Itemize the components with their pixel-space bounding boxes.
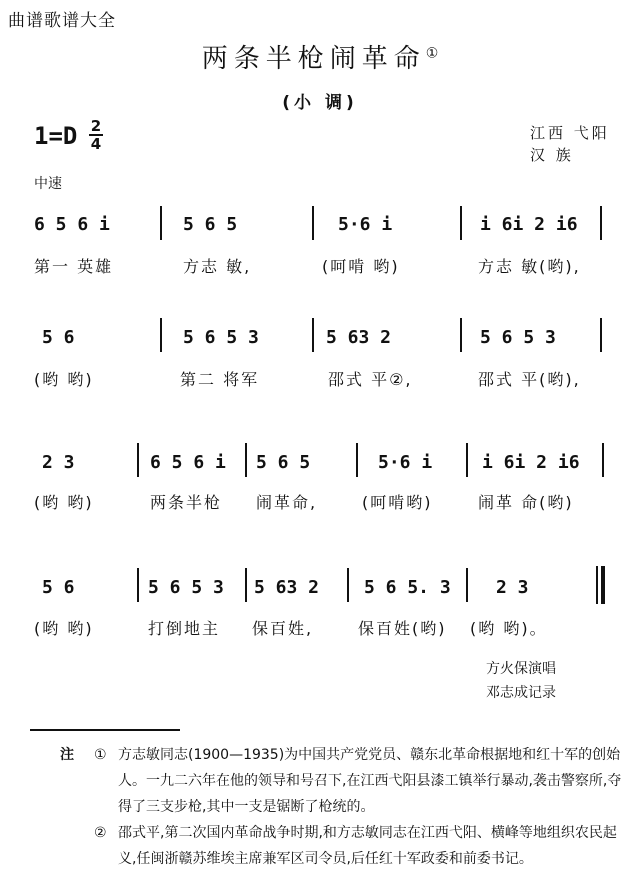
footnote-mark: ②: [94, 825, 107, 841]
lyric-segment: 打倒地主: [148, 619, 221, 638]
footnote-divider: [30, 729, 180, 731]
measure-notes: 5 6 5 3: [183, 327, 259, 348]
lyric-segment: (呵啃哟): [362, 493, 433, 512]
measure-notes: i 6i 2 i6: [480, 214, 578, 235]
lyric-segment: (呵啃 哟): [322, 257, 400, 276]
measure-notes: 5 6 5 3: [148, 577, 224, 598]
lyric-segment: 闹革命,: [256, 493, 318, 512]
footnote-text: 方志敏同志(1900—1935)为中国共产党党员、赣东北革命根据地和红十军的创始人。一九二六年在他的领导和号召下,在江西弋阳县漆工镇举行暴动,袭击警察所,夺得了三支步枪,其中一支是锯断了枪统的。: [118, 747, 622, 815]
lyric-segment: 邵式 平②,: [328, 370, 413, 389]
measure-notes: 6 5 6 i: [150, 452, 226, 473]
barline: [137, 443, 139, 477]
key-signature: 1=D: [34, 122, 78, 150]
title-footnote-mark: ①: [425, 45, 439, 62]
measure-notes: 5 63 2: [326, 327, 392, 348]
barline: [160, 206, 162, 240]
song-genre: (小 调): [282, 93, 358, 113]
time-sig-top: 2: [90, 117, 102, 135]
measure-notes: 5 6: [42, 327, 75, 348]
lyric-segment: 邵式 平(哟),: [478, 370, 581, 389]
site-label: 曲谱歌谱大全: [8, 11, 116, 31]
measure-notes: i 6i 2 i6: [482, 452, 580, 473]
lyric-segment: (哟 哟)。: [470, 619, 548, 638]
origin-ethnicity: 汉 族: [530, 146, 574, 164]
measure-notes: 5·6 i: [378, 452, 433, 473]
barline: [460, 206, 462, 240]
tempo-marking: 中速: [34, 176, 62, 192]
time-sig-bottom: 4: [90, 135, 102, 153]
performer-credits: [486, 657, 556, 705]
lyric-segment: 方志 敏(哟),: [478, 257, 581, 276]
barline: [312, 206, 314, 240]
lyric-segment: 保百姓,: [252, 619, 314, 638]
barline: [245, 443, 247, 477]
barline: [245, 568, 247, 602]
lyric-segment: 两条半枪: [150, 493, 223, 512]
lyric-segment: 闹革 命(哟): [478, 493, 574, 512]
barline: [600, 206, 602, 240]
barline: [466, 568, 468, 602]
notes-label: 注: [60, 747, 74, 763]
lyric-segment: (哟 哟): [34, 493, 94, 512]
measure-notes: 5 6: [42, 577, 75, 598]
measure-notes: 5·6 i: [338, 214, 393, 235]
barline: [312, 318, 314, 352]
measure-notes: 5 63 2: [254, 577, 320, 598]
lyric-segment: (哟 哟): [34, 619, 94, 638]
barline: [466, 443, 468, 477]
final-barline-thin: [596, 566, 598, 604]
origin-region: 江西 弋阳: [530, 124, 610, 142]
barline: [347, 568, 349, 602]
footnote-mark: ①: [94, 747, 107, 763]
final-barline-thick: [601, 566, 605, 604]
singer-credit: 方火保演唱: [486, 661, 556, 677]
barline: [602, 443, 604, 477]
barline: [160, 318, 162, 352]
lyric-segment: 第一 英雄: [34, 257, 114, 276]
footnote-text: 邵式平,第二次国内革命战争时期,和方志敏同志在江西弋阳、横峰等地组织农民起义,任闽浙赣苏维埃主席兼军区司令员,后任红十军政委和前委书记。: [118, 825, 617, 867]
measure-notes: 5 6 5. 3: [364, 577, 451, 598]
barline: [137, 568, 139, 602]
measure-notes: 5 6 5: [183, 214, 238, 235]
transcriber-credit: 邓志成记录: [486, 685, 556, 701]
barline: [356, 443, 358, 477]
lyric-segment: 第二 将军: [180, 370, 260, 389]
lyric-segment: (哟 哟): [34, 370, 94, 389]
measure-notes: 5 6 5 3: [480, 327, 556, 348]
barline: [460, 318, 462, 352]
time-signature: [89, 118, 103, 152]
song-title: 两条半枪闹革命①: [201, 44, 439, 74]
measure-notes: 5 6 5: [256, 452, 311, 473]
lyric-segment: 保百姓(哟): [358, 619, 447, 638]
measure-notes: 6 5 6 i: [34, 214, 110, 235]
barline: [600, 318, 602, 352]
origin-info: [530, 122, 610, 166]
measure-notes: 2 3: [42, 452, 75, 473]
lyric-segment: 方志 敏,: [183, 257, 252, 276]
measure-notes: 2 3: [496, 577, 529, 598]
